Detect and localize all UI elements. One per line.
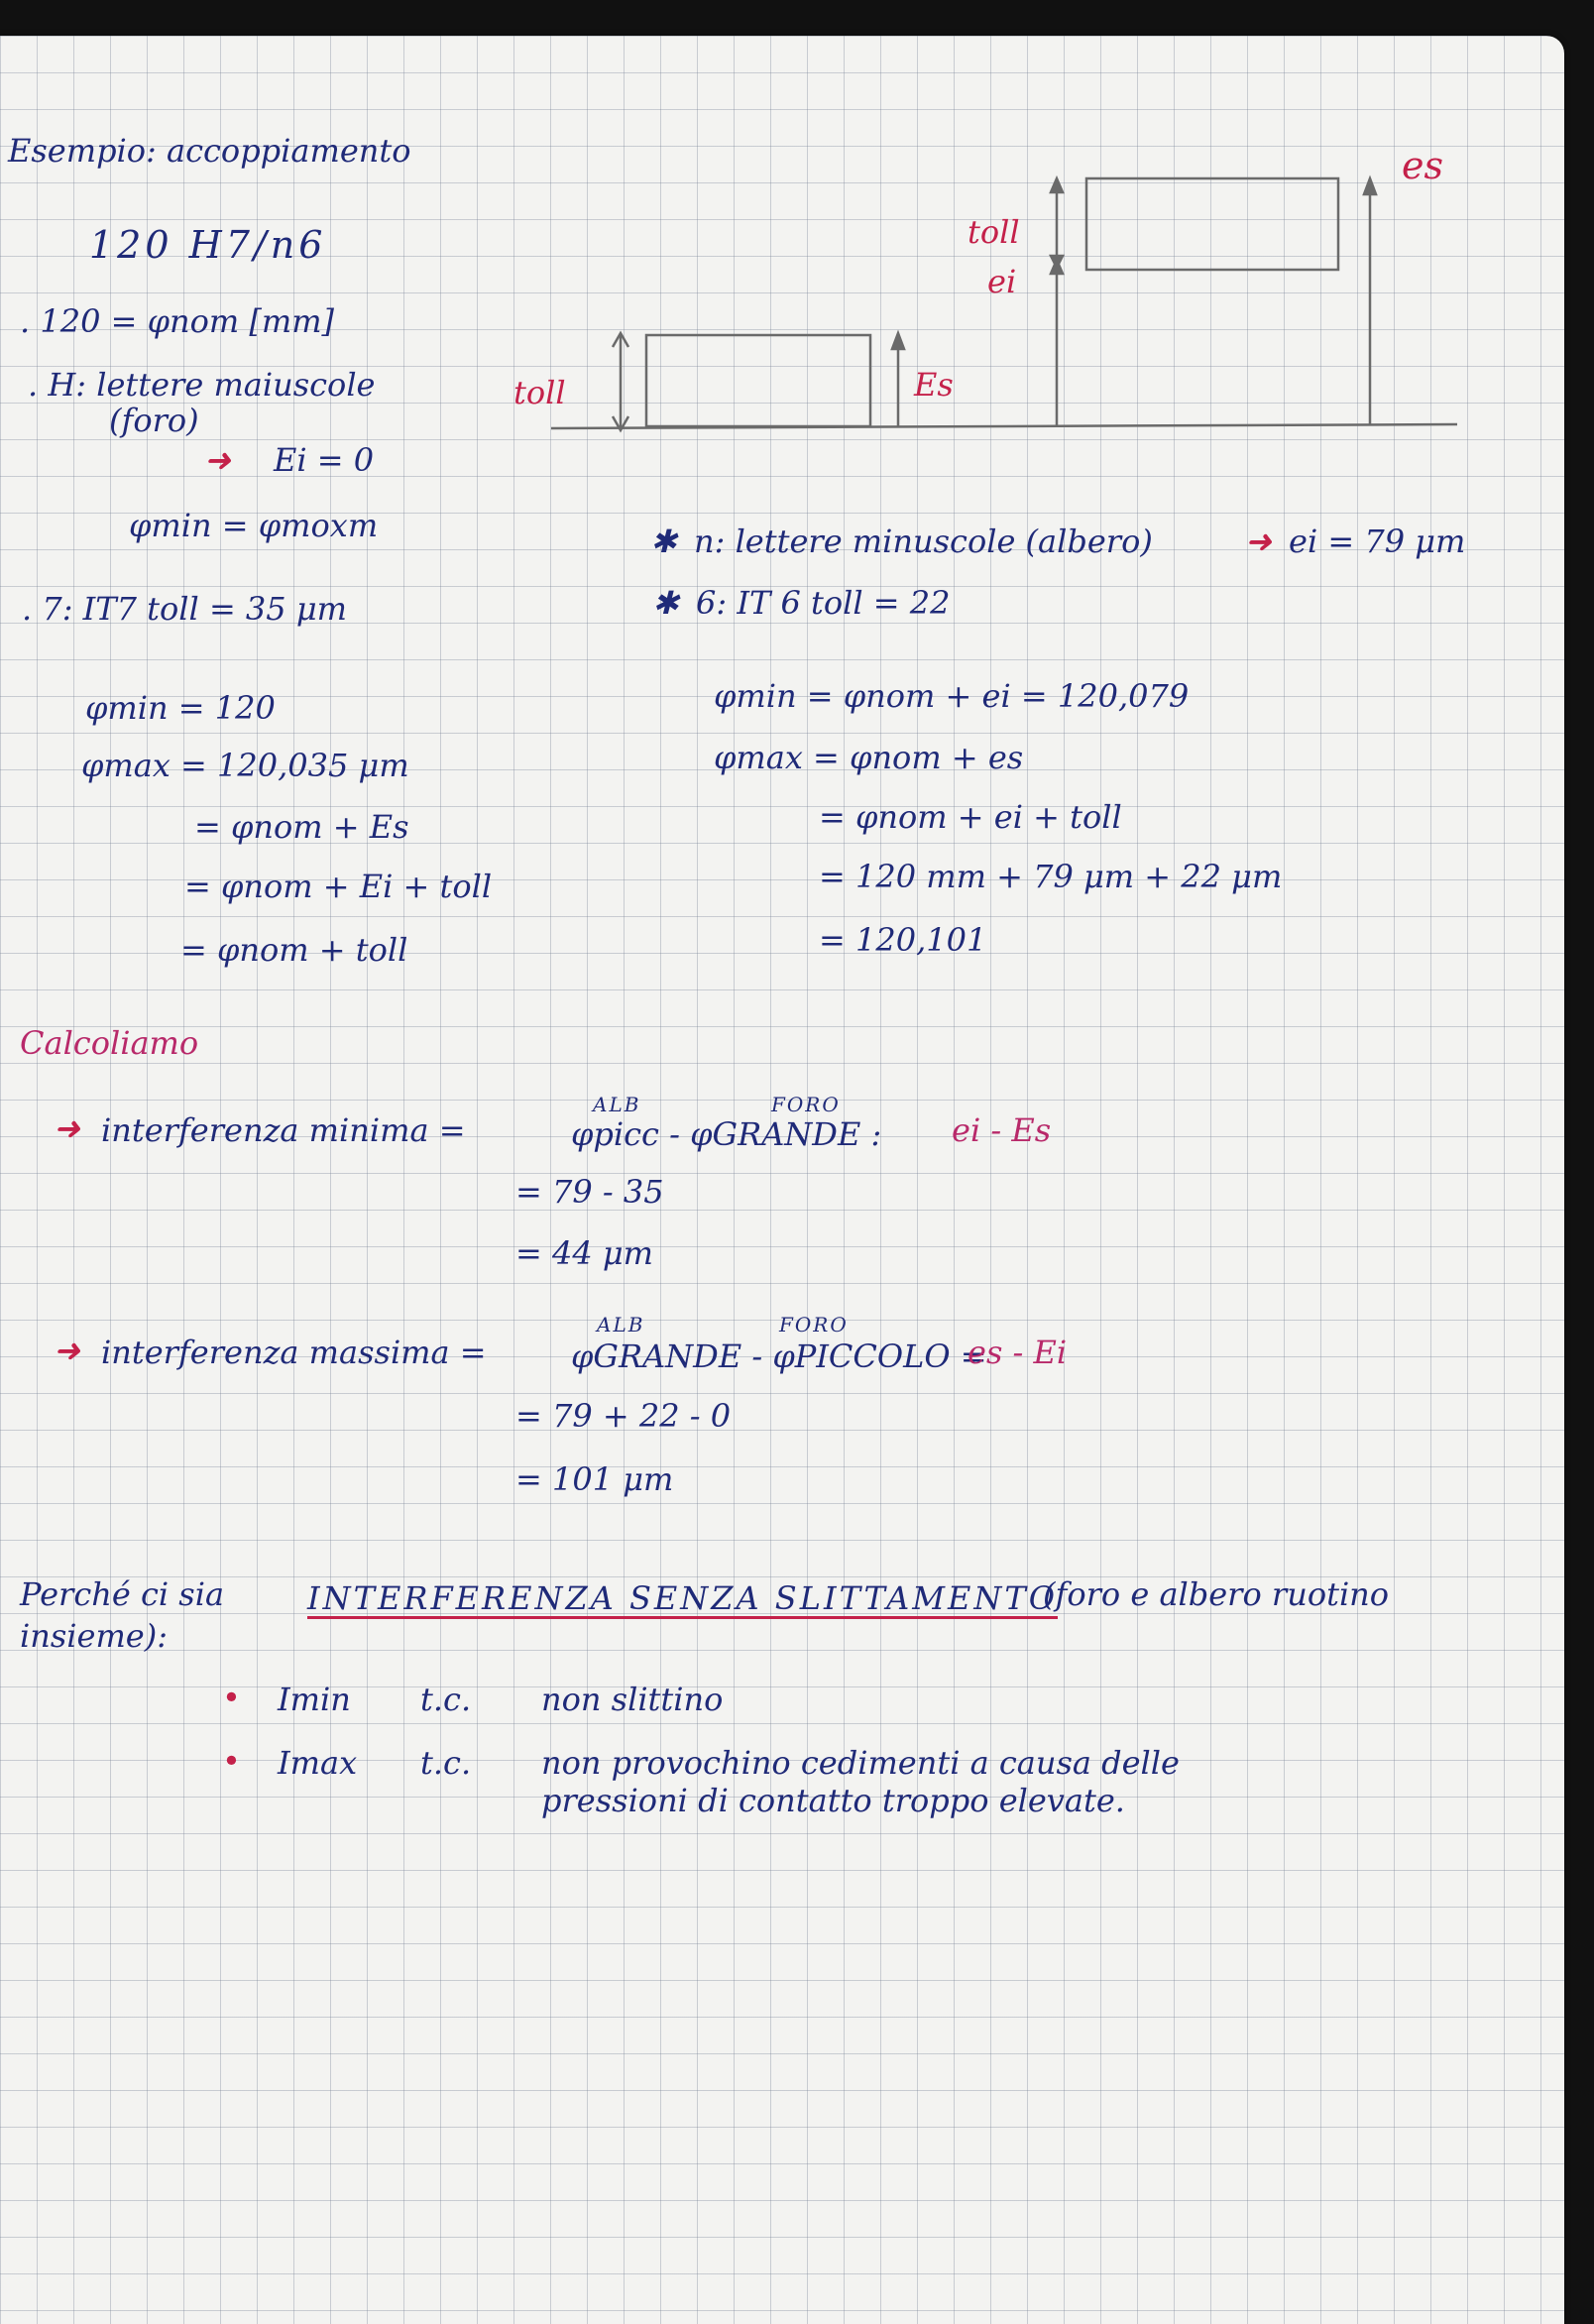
max-line2: = 79 + 22 - 0 bbox=[515, 1397, 732, 1435]
bullet1-tc: t.c. bbox=[420, 1681, 472, 1718]
hole-tolerance-zone bbox=[646, 335, 870, 426]
min-line3: = 44 μm bbox=[515, 1234, 654, 1272]
why-intro: Perché ci sia bbox=[20, 1575, 225, 1613]
star-icon: ✱ bbox=[650, 523, 677, 560]
right-eq2: = 120 mm + 79 μm + 22 μm bbox=[819, 858, 1283, 895]
it6-line: 6: IT 6 toll = 22 bbox=[696, 584, 951, 622]
min-sup-foro: FORO bbox=[771, 1093, 841, 1116]
tolerance-diagram bbox=[0, 36, 1564, 531]
foro-note: (foro) bbox=[109, 402, 199, 439]
nominal-line: . 120 = φnom [mm] bbox=[20, 302, 335, 340]
right-eq3: = 120,101 bbox=[819, 921, 987, 959]
left-eq1: = φnom + Es bbox=[194, 808, 409, 846]
why-paren2: insieme): bbox=[20, 1617, 168, 1655]
max-expr: φGRANDE - φPICCOLO = bbox=[571, 1337, 987, 1375]
phimin-phimax-note: φmin = φmoxm bbox=[129, 507, 379, 544]
n-result: ei = 79 μm bbox=[1289, 523, 1466, 560]
bullet2-term: Imax bbox=[278, 1744, 358, 1782]
bullet1-text: non slittino bbox=[541, 1681, 724, 1718]
diagram-Es: Es bbox=[914, 366, 954, 404]
left-eq2: = φnom + Ei + toll bbox=[184, 868, 493, 905]
es-arrowhead bbox=[1364, 178, 1376, 194]
n-line: n: lettere minuscole (albero) bbox=[694, 523, 1153, 560]
toll-right-arrowhead-down bbox=[1051, 256, 1063, 268]
left-phimin: φmin = 120 bbox=[85, 689, 276, 727]
diagram-toll-left: toll bbox=[513, 374, 566, 411]
left-eq3: = φnom + toll bbox=[180, 931, 408, 969]
calc-heading: Calcoliamo bbox=[20, 1024, 199, 1062]
ei-zero: Ei = 0 bbox=[274, 441, 375, 479]
diagram-ei: ei bbox=[987, 263, 1017, 300]
bullet2-tc: t.c. bbox=[420, 1744, 472, 1782]
Es-arrowhead bbox=[892, 333, 904, 349]
diagram-toll-right: toll bbox=[968, 213, 1020, 251]
star-icon: ✱ bbox=[652, 584, 679, 622]
right-phimin: φmin = φnom + ei = 120,079 bbox=[714, 677, 1190, 715]
shaft-tolerance-zone bbox=[1086, 178, 1338, 270]
min-line2: = 79 - 35 bbox=[515, 1173, 664, 1211]
bullet2-text: non provochino cedimenti a causa delle bbox=[541, 1744, 1180, 1782]
diagram-es: es bbox=[1402, 144, 1443, 187]
why-paren: (foro e albero ruotino bbox=[1043, 1575, 1390, 1613]
fit-code: 120 H7/n6 bbox=[89, 223, 327, 267]
left-phimax: φmax = 120,035 μm bbox=[81, 747, 409, 784]
arrow-icon: ➜ bbox=[204, 441, 231, 479]
why-keyword: INTERFERENZA SENZA SLITTAMENTO bbox=[307, 1579, 1058, 1617]
bullet-icon: • bbox=[222, 1742, 241, 1780]
min-sup-alb: ALB bbox=[593, 1093, 641, 1116]
max-sup-alb: ALB bbox=[597, 1313, 645, 1336]
max-sup-foro: FORO bbox=[779, 1313, 849, 1336]
arrow-icon: ➜ bbox=[54, 1332, 80, 1369]
bullet1-term: Imin bbox=[278, 1681, 351, 1718]
right-eq1: = φnom + ei + toll bbox=[819, 798, 1122, 836]
right-phimax: φmax = φnom + es bbox=[714, 739, 1024, 776]
toll-right-arrowhead-up bbox=[1051, 178, 1063, 192]
bullet2-text-cont: pressioni di contatto troppo elevate. bbox=[541, 1782, 1125, 1819]
notebook-page bbox=[0, 36, 1564, 2324]
min-expr: φpicc - φGRANDE : bbox=[571, 1115, 882, 1153]
H-line: . H: lettere maiuscole bbox=[28, 366, 376, 404]
min-rhs: ei - Es bbox=[952, 1111, 1052, 1149]
max-rhs: es - Ei bbox=[968, 1334, 1068, 1371]
bullet-icon: • bbox=[222, 1679, 241, 1716]
max-line3: = 101 μm bbox=[515, 1460, 674, 1498]
max-label: interferenza massima = bbox=[101, 1334, 487, 1371]
arrow-icon: ➜ bbox=[1245, 523, 1272, 560]
page-title: Esempio: accoppiamento bbox=[8, 132, 411, 170]
arrow-icon: ➜ bbox=[54, 1109, 80, 1147]
it7-line: . 7: IT7 toll = 35 μm bbox=[22, 590, 347, 628]
min-label: interferenza minima = bbox=[101, 1111, 466, 1149]
